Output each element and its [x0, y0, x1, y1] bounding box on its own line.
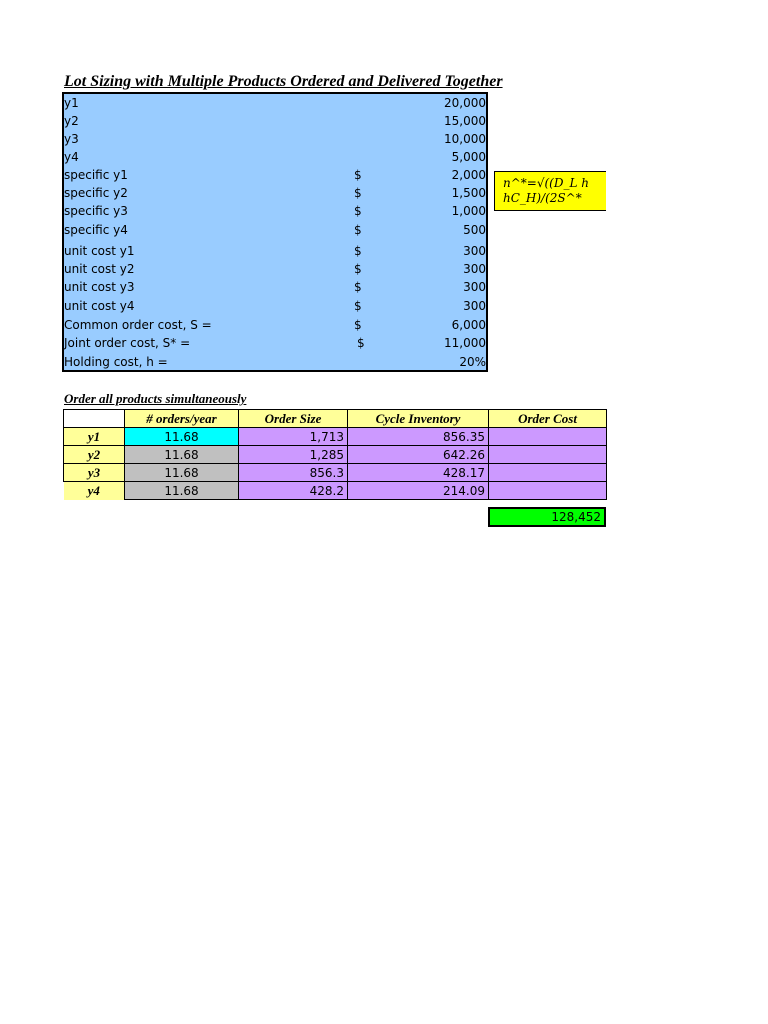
- param-row[interactable]: [64, 242, 488, 260]
- param-dollar: $: [354, 280, 362, 294]
- param-value: 20,000: [444, 96, 486, 110]
- param-row[interactable]: [64, 202, 488, 220]
- parameters-block: [62, 92, 488, 372]
- param-row[interactable]: [64, 94, 488, 112]
- param-dollar: $: [357, 336, 365, 350]
- order-cost-cell[interactable]: [489, 482, 607, 500]
- param-label: unit cost y4: [64, 299, 135, 313]
- order-table: [63, 409, 607, 500]
- orders-cell[interactable]: 11.68: [125, 464, 239, 482]
- row-label[interactable]: y4: [64, 482, 125, 500]
- row-label[interactable]: y3: [64, 464, 125, 482]
- param-dollar: $: [354, 168, 362, 182]
- param-value: 300: [463, 262, 486, 276]
- order-size-cell[interactable]: 856.3: [239, 464, 348, 482]
- header-order-cost[interactable]: Order Cost: [489, 410, 607, 428]
- param-row[interactable]: [64, 316, 488, 334]
- param-label: unit cost y3: [64, 280, 135, 294]
- orders-cell[interactable]: 11.68: [125, 446, 239, 464]
- table-row: [64, 446, 607, 464]
- order-cost-cell[interactable]: [489, 464, 607, 482]
- param-row[interactable]: [64, 130, 488, 148]
- param-label: y4: [64, 150, 79, 164]
- param-row[interactable]: [64, 278, 488, 296]
- param-label: specific y1: [64, 168, 128, 182]
- param-row[interactable]: [64, 148, 488, 166]
- param-value: 2,000: [451, 168, 486, 182]
- param-value: 300: [463, 244, 486, 258]
- formula-box[interactable]: [494, 171, 606, 211]
- orders-cell[interactable]: 11.68: [125, 482, 239, 500]
- param-row[interactable]: [64, 112, 488, 130]
- table-row: [64, 428, 607, 446]
- param-dollar: $: [354, 244, 362, 258]
- header-blank[interactable]: [64, 410, 125, 428]
- param-value: 11,000: [444, 336, 486, 350]
- param-dollar: $: [354, 318, 362, 332]
- cycle-inventory-cell[interactable]: 214.09: [348, 482, 489, 500]
- header-cycle-inventory[interactable]: Cycle Inventory: [348, 410, 489, 428]
- formula-line: hC_H)/(2S^*: [503, 191, 582, 205]
- param-row[interactable]: [64, 334, 488, 352]
- sheet-title: Lot Sizing with Multiple Products Ordered and Delivered Together: [64, 73, 503, 90]
- order-size-cell[interactable]: 428.2: [239, 482, 348, 500]
- row-label[interactable]: y1: [64, 428, 125, 446]
- order-cost-cell[interactable]: [489, 428, 607, 446]
- param-row[interactable]: [64, 166, 488, 184]
- table-row: [64, 464, 607, 482]
- row-label[interactable]: y2: [64, 446, 125, 464]
- param-label: Holding cost, h =: [64, 355, 168, 369]
- param-value: 500: [463, 223, 486, 237]
- section-subtitle: Order all products simultaneously: [64, 391, 247, 406]
- cycle-inventory-cell[interactable]: 642.26: [348, 446, 489, 464]
- param-label: unit cost y2: [64, 262, 135, 276]
- cycle-inventory-cell[interactable]: 856.35: [348, 428, 489, 446]
- param-label: Common order cost, S =: [64, 318, 212, 332]
- param-label: specific y3: [64, 204, 128, 218]
- param-label: unit cost y1: [64, 244, 135, 258]
- table-row: [64, 482, 607, 500]
- header-orders-per-year[interactable]: # orders/year: [125, 410, 239, 428]
- param-dollar: $: [354, 299, 362, 313]
- param-value: 300: [463, 299, 486, 313]
- param-dollar: $: [354, 223, 362, 237]
- param-value: 5,000: [451, 150, 486, 164]
- order-cost-cell[interactable]: [489, 446, 607, 464]
- param-label: y3: [64, 132, 79, 146]
- param-value: 6,000: [451, 318, 486, 332]
- param-row[interactable]: [64, 184, 488, 202]
- param-value: 10,000: [444, 132, 486, 146]
- param-dollar: $: [354, 186, 362, 200]
- param-row[interactable]: [64, 221, 488, 239]
- header-order-size[interactable]: Order Size: [239, 410, 348, 428]
- param-value: 15,000: [444, 114, 486, 128]
- order-size-cell[interactable]: 1,285: [239, 446, 348, 464]
- param-row[interactable]: [64, 353, 488, 371]
- param-label: y1: [64, 96, 79, 110]
- header-row: [64, 410, 607, 428]
- order-size-cell[interactable]: 1,713: [239, 428, 348, 446]
- param-row[interactable]: [64, 260, 488, 278]
- param-label: specific y2: [64, 186, 128, 200]
- param-label: y2: [64, 114, 79, 128]
- formula-line: n^*=√((D_L h: [503, 176, 589, 190]
- param-row[interactable]: [64, 297, 488, 315]
- param-dollar: $: [354, 204, 362, 218]
- param-label: specific y4: [64, 223, 128, 237]
- cycle-inventory-cell[interactable]: 428.17: [348, 464, 489, 482]
- param-label: Joint order cost, S* =: [64, 336, 191, 350]
- param-dollar: $: [354, 262, 362, 276]
- param-value: 300: [463, 280, 486, 294]
- total-order-cost[interactable]: 128,452: [488, 507, 606, 527]
- param-value: 1,000: [451, 204, 486, 218]
- param-value: 1,500: [451, 186, 486, 200]
- orders-cell[interactable]: 11.68: [125, 428, 239, 446]
- param-value: 20%: [459, 355, 486, 369]
